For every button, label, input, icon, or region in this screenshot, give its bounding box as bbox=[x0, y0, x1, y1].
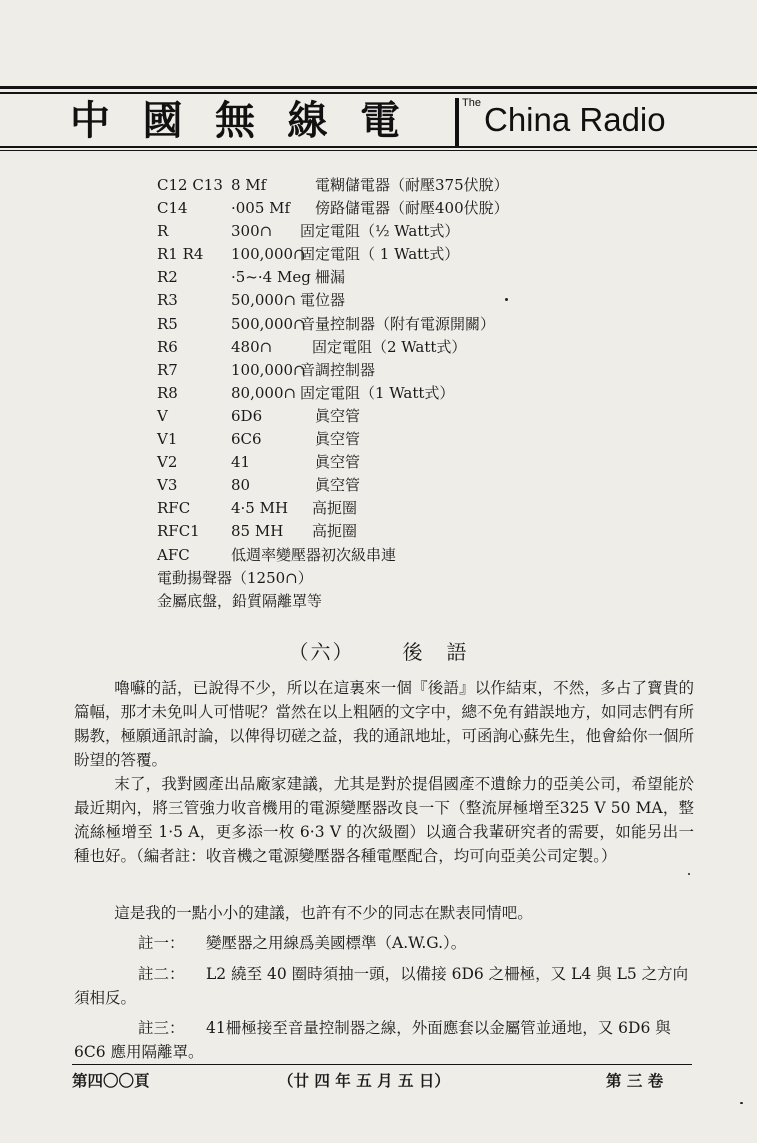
part-designator: R bbox=[157, 222, 169, 241]
part-designator: R1 R4 bbox=[157, 245, 204, 264]
note-label: 註一： bbox=[138, 934, 185, 952]
part-value: 8 Mf bbox=[231, 176, 267, 194]
part-description: 固定電阻（½ Watt式） bbox=[300, 222, 460, 241]
part-designator: R6 bbox=[157, 337, 178, 356]
part-value: 6D6 bbox=[231, 406, 263, 425]
footer-volume: 第 三 卷 bbox=[606, 1071, 664, 1090]
masthead-char: 線 bbox=[287, 97, 328, 144]
masthead-bottom-rule bbox=[0, 146, 757, 148]
part-description: 固定電阻（1 Watt式） bbox=[300, 383, 455, 402]
note-2 bbox=[74, 962, 694, 1010]
part-value: 85 MH bbox=[231, 522, 284, 541]
part-designator: C12 C13 bbox=[157, 176, 223, 194]
part-description: 固定電阻（ 1 Watt式） bbox=[300, 245, 460, 264]
part-value: 80,000∩ bbox=[231, 383, 297, 402]
part-designator: AFC bbox=[157, 545, 190, 564]
part-description: 高扼圈 bbox=[312, 499, 358, 518]
masthead-char: 電 bbox=[360, 97, 400, 144]
section-heading bbox=[0, 636, 757, 665]
part-designator: V bbox=[157, 406, 168, 425]
part-designator: R7 bbox=[157, 360, 178, 379]
note-1 bbox=[74, 931, 694, 955]
note-text: 41柵極接至音量控制器之線，外面應套以金屬管並通地，又 6D6 與 6C6 應用隔離罩。 bbox=[74, 1019, 671, 1061]
part-description: 音量控制器（附有電源開關） bbox=[300, 314, 496, 333]
note-text: 變壓器之用線爲美國標準（A.W.G.）。 bbox=[206, 934, 467, 952]
part-designator: R2 bbox=[157, 268, 178, 287]
print-speck bbox=[688, 873, 690, 875]
part-value: 480∩ bbox=[231, 337, 273, 356]
part-description: 音調控制器 bbox=[300, 360, 376, 379]
section-number: （六） bbox=[288, 640, 355, 664]
part-designator: RFC bbox=[157, 499, 191, 518]
part-description: 眞空管 bbox=[315, 453, 361, 472]
part-designator: V2 bbox=[157, 453, 178, 472]
part-designator: R5 bbox=[157, 314, 178, 333]
part-designator: R3 bbox=[157, 291, 178, 310]
part-description: 固定電阻（2 Watt式） bbox=[312, 337, 467, 356]
part-designator: C14 bbox=[157, 199, 188, 218]
note-text: L2 繞至 40 圈時須抽一頭，以備接 6D6 之柵極，又 L4 與 L5 之方向須相反。 bbox=[74, 965, 689, 1007]
part-description: 眞空管 bbox=[315, 430, 361, 449]
part-value: ·005 Mf bbox=[231, 199, 291, 218]
footer-rule bbox=[72, 1064, 692, 1065]
part-description: 高扼圈 bbox=[312, 522, 358, 541]
part-designator: V1 bbox=[157, 430, 178, 449]
masthead-bottom-rule-2 bbox=[0, 150, 757, 151]
part-description: 電位器 bbox=[300, 291, 346, 310]
part-description: 眞空管 bbox=[315, 406, 361, 425]
masthead-char: 中 bbox=[70, 97, 110, 144]
footer-page-number: 第四〇〇頁 bbox=[72, 1071, 150, 1090]
print-speck bbox=[740, 1102, 743, 1104]
part-value: 500,000∩ bbox=[231, 314, 306, 333]
part-line: 金屬底盤，鉛質隔離罩等 bbox=[157, 591, 323, 610]
part-value: 100,000∩ bbox=[231, 360, 306, 379]
part-description: 傍路儲電器（耐壓400伏脫） bbox=[315, 199, 509, 218]
part-value: ·5~·4 Meg bbox=[231, 268, 311, 287]
masthead-top-rule bbox=[0, 86, 757, 89]
part-value: 300∩ bbox=[231, 222, 273, 241]
part-value: 100,000∩ bbox=[231, 245, 306, 264]
masthead-top-rule-2 bbox=[0, 92, 757, 94]
part-value: 80 bbox=[231, 476, 251, 495]
section-title: 後 語 bbox=[402, 640, 469, 664]
note-3 bbox=[74, 1016, 694, 1064]
part-line: 電動揚聲器（1250∩） bbox=[157, 568, 313, 587]
paragraph-3: 這是我的一點小小的建議，也許有不少的同志在默表同情吧。 bbox=[114, 904, 533, 922]
note-label: 註二： bbox=[138, 965, 185, 983]
part-value: 低週率變壓器初次級串連 bbox=[231, 545, 397, 564]
part-designator: V3 bbox=[157, 476, 178, 495]
part-description: 眞空管 bbox=[315, 476, 361, 495]
masthead-english-title: China Radio bbox=[484, 101, 666, 138]
part-value: 41 bbox=[231, 453, 251, 472]
paragraph-2: 末了，我對國產出品廠家建議，尤其是對於提倡國產不遺餘力的亞美公司，希望能於最近期內，將三管強力收音機用的電源變壓器改良一下（整流屏極增至325 V 50 MA，整流絲極增至 1·5 A，更多添一枚 6·3 V 的次級圈）以適合我輩研究者的需要，如能另出一種也好。（編者註：收音機之電源變壓器各種電壓配合，均可向亞美公司定製。） bbox=[74, 775, 694, 865]
masthead-the: The bbox=[462, 97, 481, 109]
part-description: 電糊儲電器（耐壓375伏脫） bbox=[315, 176, 509, 194]
part-value: 50,000∩ bbox=[231, 291, 297, 310]
masthead-char: 無 bbox=[215, 97, 255, 144]
part-value: 4·5 MH bbox=[231, 499, 289, 518]
print-speck bbox=[505, 298, 508, 301]
part-value: 6C6 bbox=[231, 430, 262, 449]
part-description: 柵漏 bbox=[315, 268, 346, 287]
footer-date: （廿 四 年 五 月 五 日） bbox=[278, 1071, 450, 1090]
masthead-divider bbox=[455, 98, 459, 146]
masthead-char: 國 bbox=[142, 97, 183, 144]
part-designator: R8 bbox=[157, 383, 178, 402]
masthead-chinese-title bbox=[70, 98, 400, 144]
part-designator: RFC1 bbox=[157, 522, 200, 541]
paragraph-1: 嚕囌的話，已說得不少，所以在這裏來一個『後語』以作結束，不然，多占了寶貴的篇幅，那才未免叫人可惜呢？當然在以上粗陋的文字中，總不免有錯誤地方，如同志們有所賜教，極願通訊討論，以俾得切磋之益，我的通訊地址，可函詢心蘇先生，他會給你一個所盼望的答覆。 bbox=[74, 679, 695, 769]
note-label: 註三： bbox=[138, 1019, 185, 1037]
